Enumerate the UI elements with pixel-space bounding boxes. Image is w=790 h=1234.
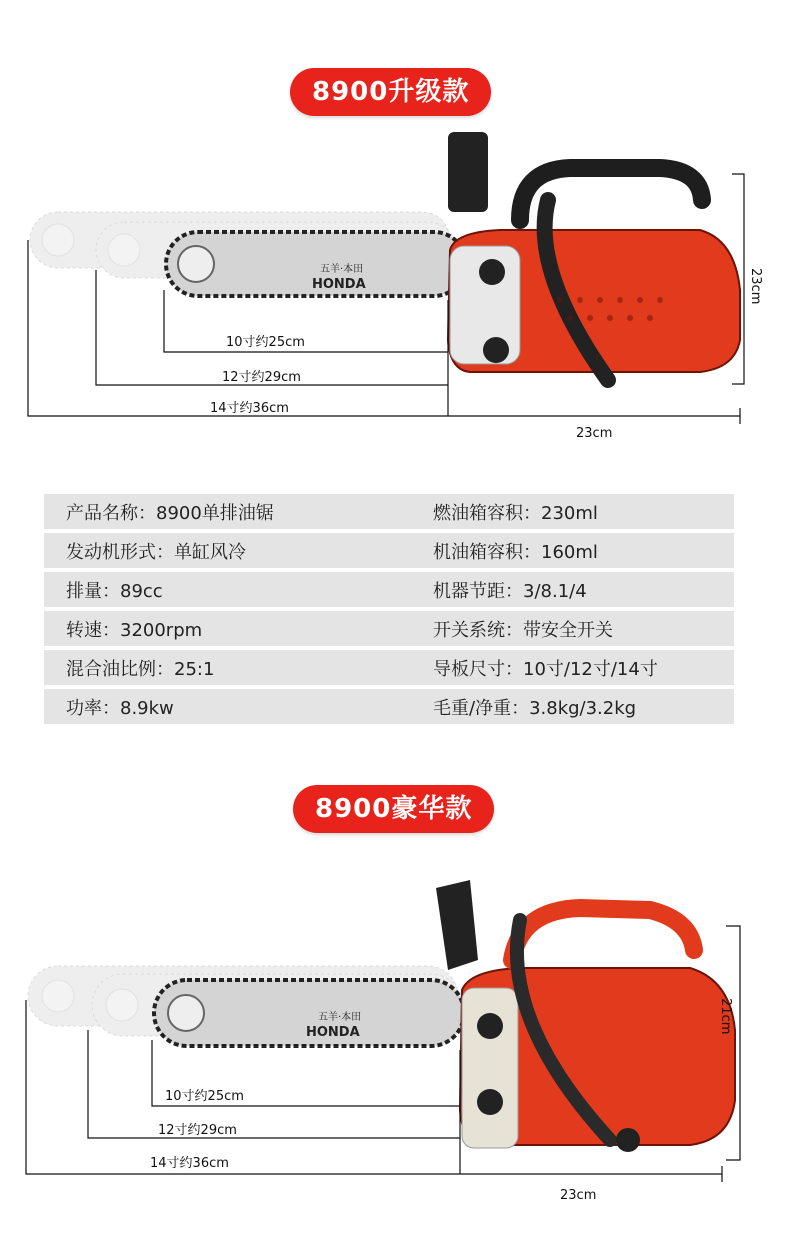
bar-label-cn: 五羊·本田 (320, 264, 364, 275)
spec-cell: 机油箱容积：160ml (433, 541, 598, 563)
dim-bar-14: 14寸约36cm (150, 1156, 229, 1171)
dim-bar-14: 14寸约36cm (210, 401, 289, 416)
dim-bar-10: 10寸约25cm (226, 335, 305, 350)
chainsaw-diagram (0, 840, 790, 1234)
spec-cell: 功率：8.9kw (66, 697, 174, 719)
spec-cell: 毛重/净重：3.8kg/3.2kg (433, 697, 637, 719)
chainsaw-image (0, 840, 790, 1234)
dim-height: 23cm (748, 268, 763, 305)
spec-row (44, 689, 734, 724)
product-badge: 8900豪华款 (293, 785, 494, 833)
spec-cell: 混合油比例：25:1 (66, 658, 215, 680)
spec-row (44, 611, 734, 646)
dim-bar-12: 12寸约29cm (222, 370, 301, 385)
spec-cell: 发动机形式：单缸风冷 (66, 541, 246, 563)
dim-height: 21cm (718, 998, 733, 1035)
spec-cell: 产品名称：8900单排油锯 (66, 502, 274, 524)
bar-label-brand: HONDA (306, 1025, 360, 1040)
spec-row (44, 572, 734, 607)
chainsaw-diagram (0, 0, 790, 460)
spec-cell: 燃油箱容积：230ml (433, 502, 598, 524)
product-badge: 8900升级款 (290, 68, 491, 116)
dim-bar-10: 10寸约25cm (165, 1089, 244, 1104)
spec-row (44, 494, 734, 529)
chainsaw-image (0, 0, 790, 460)
spec-table (44, 494, 734, 728)
bar-label-cn: 五羊·本田 (318, 1012, 362, 1023)
spec-cell: 开关系统：带安全开关 (433, 619, 613, 641)
bar-label-brand: HONDA (312, 277, 366, 292)
spec-cell: 导板尺寸：10寸/12寸/14寸 (433, 658, 658, 680)
dim-bar-12: 12寸约29cm (158, 1123, 237, 1138)
spec-cell: 机器节距：3/8.1/4 (433, 580, 587, 602)
spec-cell: 转速：3200rpm (66, 619, 203, 641)
spec-row (44, 533, 734, 568)
dim-width: 23cm (560, 1188, 597, 1203)
spec-cell: 排量：89cc (66, 580, 163, 602)
spec-row (44, 650, 734, 685)
dim-width: 23cm (576, 426, 613, 441)
